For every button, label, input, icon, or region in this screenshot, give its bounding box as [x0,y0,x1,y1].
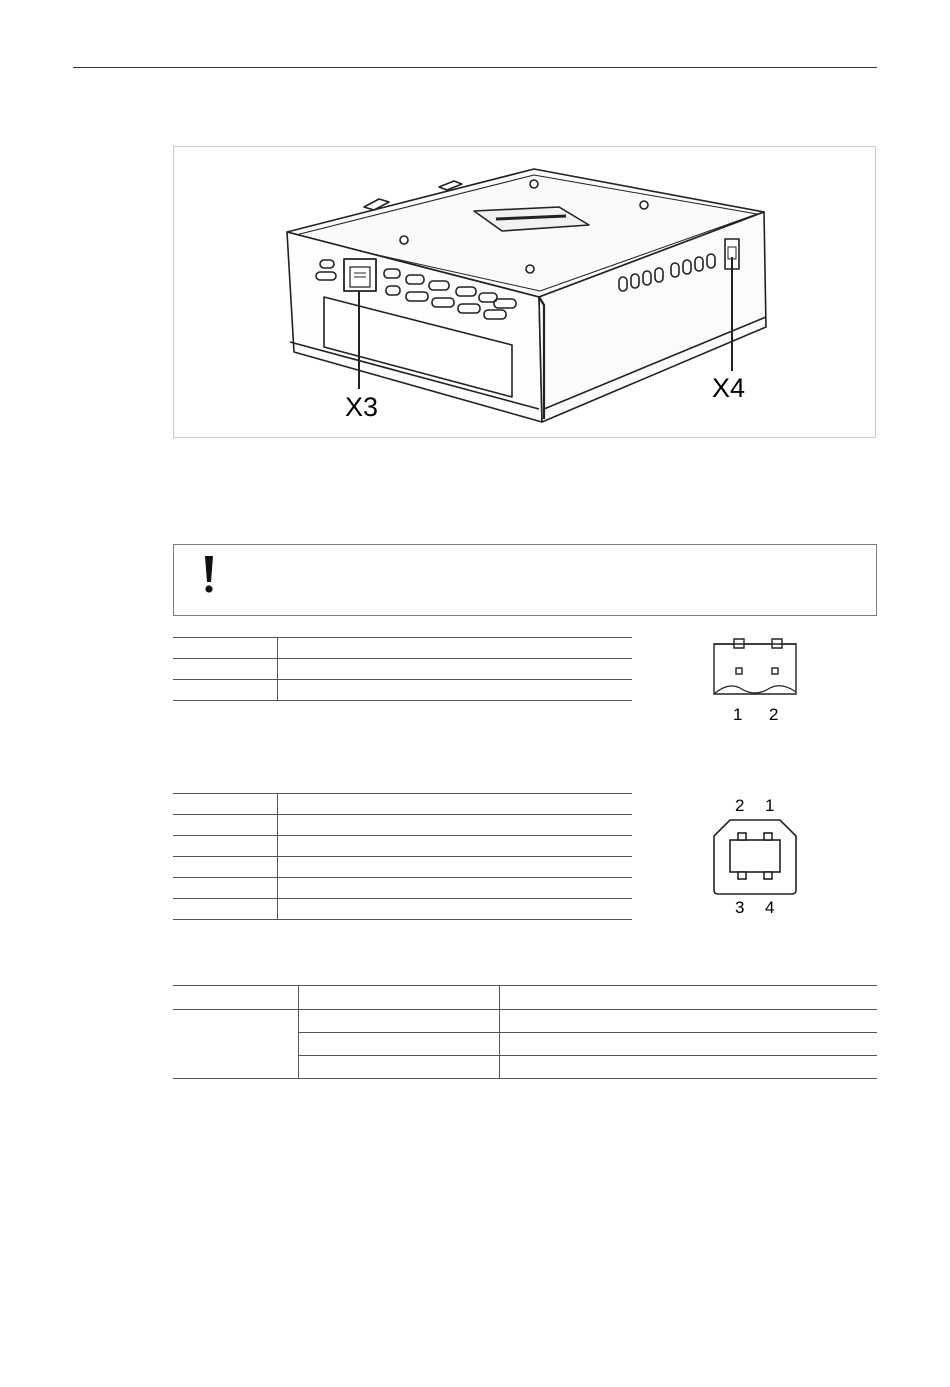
usb-pin-label: 1 [765,796,775,815]
usb-pin-table [173,793,632,920]
usb-pin-label: 4 [765,898,775,917]
table-row [173,680,632,701]
device-illustration [174,147,875,437]
callout-x4: X4 [712,373,746,403]
table-row [173,836,632,857]
power-connector-diagram [710,638,800,704]
usb-pin-label: 3 [735,898,745,917]
callout-x3: X3 [345,392,379,422]
power-pin-table [173,637,632,701]
power-pin-label: 2 [769,705,779,724]
notice-box [173,544,877,616]
table-row [173,659,632,680]
power-pin-label: 1 [733,705,743,724]
table-row [173,638,632,659]
table-row [173,1010,877,1033]
table-row [173,857,632,878]
usb-connector-diagram [710,816,800,896]
table-row [173,815,632,836]
hardware-table [173,985,877,1079]
table-row [173,878,632,899]
exclamation-icon [197,554,221,594]
header-rule [73,67,877,68]
table-row [173,899,632,920]
usb-pin-label: 2 [735,796,745,815]
table-row [173,794,632,815]
table-row [173,986,877,1010]
